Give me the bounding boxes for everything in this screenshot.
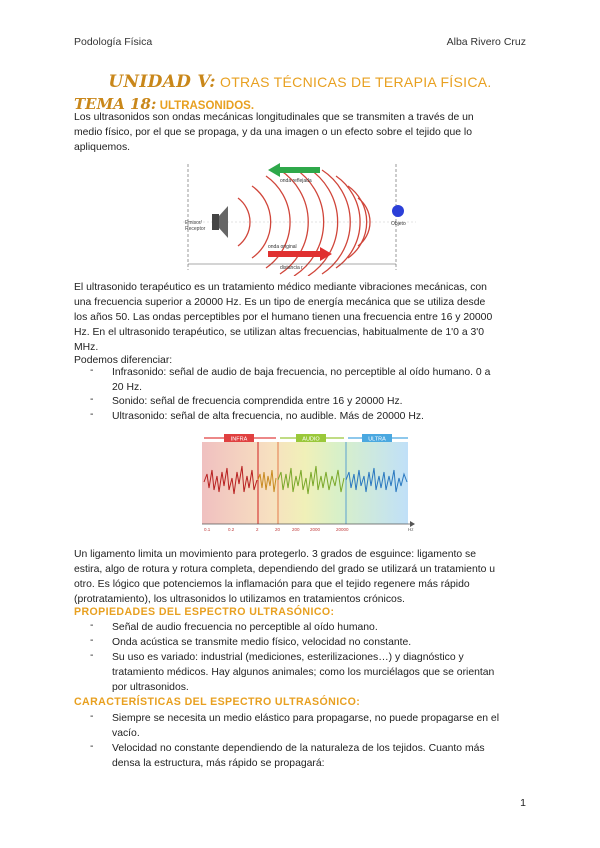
svg-text:AUDIO: AUDIO xyxy=(302,436,320,443)
svg-text:INFRA: INFRA xyxy=(230,436,248,443)
svg-text:20: 20 xyxy=(275,527,281,532)
original-label: onda original xyxy=(268,244,297,250)
intro-line: medio físico, por el que se propaga, y da una imagen o un efecto sobre el tejido que lo xyxy=(74,127,472,138)
list-item: Su uso es variado: industrial (mediciones, esterilizaciones…) y diagnóstico y tratamiento médicos. Hay algunos animales; como los murciélagos que se orientan por ultrasonidos. xyxy=(112,652,495,693)
unit-title xyxy=(0,72,600,92)
tema-label: TEMA 18: xyxy=(74,95,157,113)
svg-text:2000: 2000 xyxy=(310,527,321,532)
tema-text: ULTRASONIDOS. xyxy=(159,100,255,112)
svg-text:2: 2 xyxy=(256,527,259,532)
list-item: Siempre se necesita un medio elástico para propagarse, no puede propagarse en el vacío. xyxy=(112,713,500,739)
echo-diagram xyxy=(180,158,420,276)
band-infra xyxy=(204,434,276,443)
emitter-label: Receptor xyxy=(185,226,206,232)
svg-text:20000: 20000 xyxy=(336,527,349,532)
para-line: Hz. En el ultrasonido terapéutico, se utilizan altas frecuencias, habitualmente de 1'0 a 3'0 xyxy=(74,327,485,338)
section-title: PROPIEDADES DEL ESPECTRO ULTRASÓNICO: xyxy=(74,606,335,618)
header-left: Podología Física xyxy=(74,36,153,48)
intro-paragraph xyxy=(74,110,526,155)
para-line: El ultrasonido terapéutico es un tratamiento médico mediante vibraciones mecánicas, con xyxy=(74,282,487,293)
intro-line: Los ultrasonidos son ondas mecánicas longitudinales que se transmiten a través de un xyxy=(74,112,474,123)
svg-text:200: 200 xyxy=(292,527,300,532)
frequency-spectrum xyxy=(196,430,422,538)
list-item: Velocidad no constante dependiendo de la naturaleza de los tejidos. Cuanto más densa la estructura, más rápido se propagará: xyxy=(112,743,485,769)
para-line: Un ligamento limita un movimiento para protegerlo. 3 grados de esguince: ligamento se xyxy=(74,549,476,560)
para-ultrasound xyxy=(74,280,526,355)
intro-line: apliquemos. xyxy=(74,142,131,153)
list-item: Sonido: señal de frecuencia comprendida entre 16 y 20000 Hz. xyxy=(112,396,403,407)
para-line: MHz. xyxy=(74,342,99,353)
unit-text: OTRAS TÉCNICAS DE TERAPIA FÍSICA. xyxy=(220,74,492,90)
list-item: Señal de audio frecuencia no perceptible al oído humano. xyxy=(112,622,378,633)
para-ligament xyxy=(74,547,526,607)
object-label: Objeto xyxy=(391,221,406,227)
svg-text:0.1: 0.1 xyxy=(204,527,211,532)
para-line: una frecuencia superior a 20000 Hz. Es un tipo de energía mecánica que se utiliza desde xyxy=(74,297,486,308)
header-right: Alba Rivero Cruz xyxy=(446,36,526,48)
tick-labels xyxy=(204,527,414,532)
section-title: CARACTERÍSTICAS DEL ESPECTRO ULTRASÓNICO: xyxy=(74,696,361,708)
para-line: (protratamiento), los ultrasonidos lo utilizamos en tratamientos crónicos. xyxy=(74,594,405,605)
object-icon xyxy=(392,205,404,217)
podemos-text: Podemos diferenciar: xyxy=(74,355,173,366)
para-line: otro. Es lógico que potenciemos la inflamación para que el tejido regenere más rápido xyxy=(74,579,470,590)
emitter-label: Emisor/ xyxy=(185,220,202,226)
list-item: Ultrasonido: señal de alta frecuencia, no audible. Más de 20000 Hz. xyxy=(112,411,424,422)
list-item: Onda acústica se transmite medio físico, velocidad no constante. xyxy=(112,637,412,648)
band-ultra xyxy=(348,434,408,443)
unit-label: UNIDAD V: xyxy=(108,72,216,92)
band-audio xyxy=(280,434,344,443)
para-line: estira, algo de rotura y rotura completa, dependiendo del grado se utilizará un tratamiento u xyxy=(74,564,496,575)
emitter-icon xyxy=(212,206,228,238)
reflected-label: onda reflejada xyxy=(280,178,312,184)
reflected-wave-arrow xyxy=(268,163,320,177)
distance-label: distancia r xyxy=(280,265,303,271)
page-number: 1 xyxy=(520,797,526,809)
svg-text:Hz: Hz xyxy=(408,527,414,532)
list-item: Infrasonido: señal de audio de baja frecuencia, no perceptible al oído humano. 0 a 20 Hz. xyxy=(112,367,491,393)
svg-text:ULTRA: ULTRA xyxy=(368,436,386,443)
para-line: los años 50. Las ondas perceptibles por el humano tienen una frecuencia entre 16 y 20000 xyxy=(74,312,493,323)
svg-text:0.2: 0.2 xyxy=(228,527,235,532)
